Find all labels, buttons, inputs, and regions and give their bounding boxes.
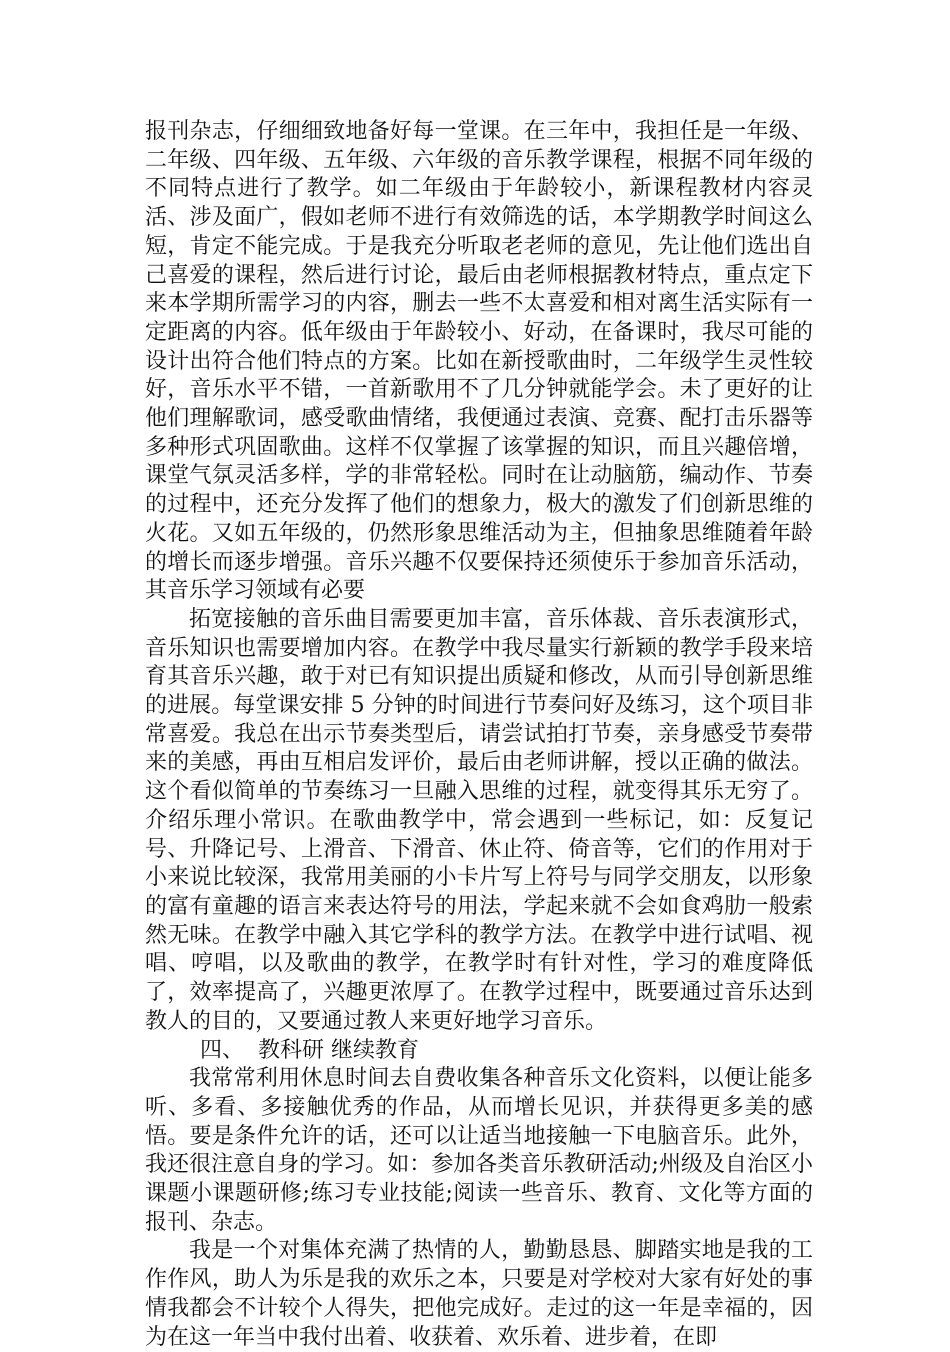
section-heading-research-education: 四、 教科研 继续教育 [200, 1037, 419, 1063]
paragraph-music-repertoire: 拓宽接触的音乐曲目需要更加丰富，音乐体裁、音乐表演形式，音乐知识也需要增加内容。在教学中我尽量实行新颖的教学手段来培育其音乐兴趣，敢于对已有知识提出质疑和修改，从而引导创新思维的进展。每堂课安排 5 分钟的时间进行节奏问好及练习，这个项目非常喜爱。我总在出示节奏类型后，请尝试拍打节奏，亲身感受节奏带来的美感，再由互相启发评价，最后由老师讲解，授以正确的做法。这个看似简单的节奏练习一旦融入思维的过程，就变得其乐无穷了。介绍乐理小常识。在歌曲教学中，常会遇到一些标记，如：反复记号、升降记号、上滑音、下滑音、休止符、倚音等，它们的作用对于小来说比较深，我常用美丽的小卡片写上符号与同学交朋友，以形象的富有童趣的语言来表达符号的用法，学起来就不会如食鸡肋一般索然无味。在教学中融入其它学科的教学方法。在教学中进行试唱、视唱、哼唱，以及歌曲的教学，在教学时有针对性，学习的难度降低了，效率提高了，兴趣更浓厚了。在教学过程中，既要通过音乐达到教人的目的，又要通过教人来更好地学习音乐。 [145, 606, 813, 1034]
paragraph-teaching-by-grade: 报刊杂志，仔细细致地备好每一堂课。在三年中，我担任是一年级、二年级、四年级、五年级、六年级的音乐教学课程，根据不同年级的不同特点进行了教学。如二年级由于年龄较小，新课程教材内容灵活、涉及面广，假如老师不进行有效筛选的话，本学期教学时间这么短，肯定不能完成。于是我充分听取老老师的意见，先让他们选出自己喜爱的课程，然后进行讨论，最后由老师根据教材特点，重点定下来本学期所需学习的内容，删去一些不太喜爱和相对离生活实际有一定距离的内容。低年级由于年龄较小、好动，在备课时，我尽可能的设计出符合他们特点的方案。比如在新授歌曲时，二年级学生灵性较好，音乐水平不错，一首新歌用不了几分钟就能学会。未了更好的让他们理解歌词，感受歌曲情绪，我便通过表演、竞赛、配打击乐器等多种形式巩固歌曲。这样不仅掌握了该掌握的知识，而且兴趣倍增，课堂气氛灵活多样，学的非常轻松。同时在让动脑筋，编动作、节奏的过程中，还充分发挥了他们的想象力，极大的激发了们创新思维的火花。又如五年级的，仍然形象思维活动为主，但抽象思维随着年龄的增长而逐步增强。音乐兴趣不仅要保持还须使乐于参加音乐活动，其音乐学习领域有必要 [145, 119, 813, 604]
document-body [145, 118, 813, 1352]
paragraph-self-study: 我常常利用休息时间去自费收集各种音乐文化资料，以便让能多听、多看、多接触优秀的作品，从而增长见识，并获得更多美的感悟。要是条件允许的话，还可以让适当地接触一下电脑音乐。此外，我还很注意自身的学习。如：参加各类音乐教研活动;州级及自治区小课题小课题研修;练习专业技能;阅读一些音乐、教育、文化等方面的报刊、杂志。 [145, 1066, 813, 1235]
paragraph-work-attitude: 我是一个对集体充满了热情的人，勤勤恳恳、脚踏实地是我的工作作风，助人为乐是我的欢乐之本，只要是对学校对大家有好处的事情我都会不计较个人得失，把他完成好。走过的这一年是幸福的，因为在这一年当中我付出着、收获着、欢乐着、进步着，在即 [145, 1238, 813, 1350]
